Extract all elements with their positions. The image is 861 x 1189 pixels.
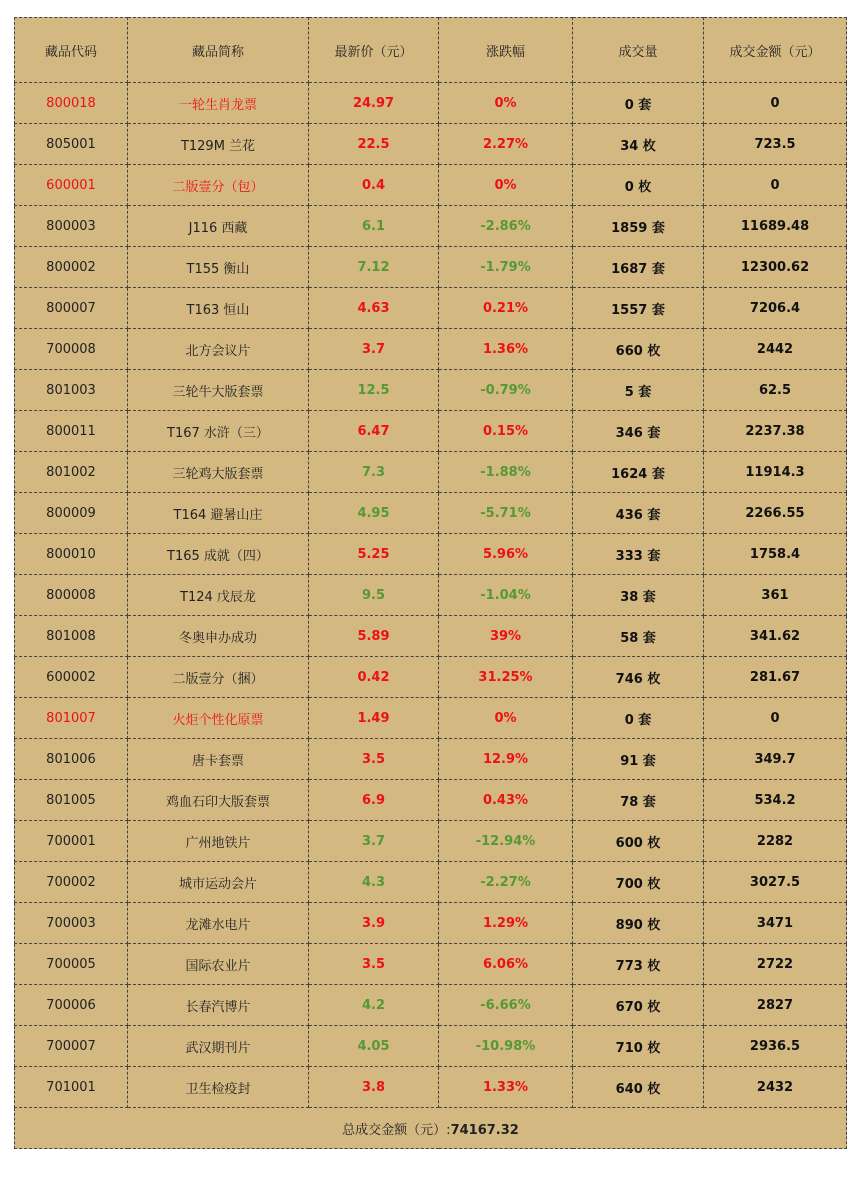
cell-name: 武汉期刊片 [128,1026,309,1067]
cell-code: 701001 [15,1067,128,1108]
table-row [15,288,847,329]
header-code: 藏品代码 [15,18,128,83]
cell-code: 801006 [15,739,128,780]
cell-name: 鸡血石印大版套票 [128,780,309,821]
cell-volume: 773 枚 [573,944,704,985]
cell-price: 6.9 [309,780,439,821]
cell-amount: 349.7 [704,739,847,780]
cell-name: T165 成就（四） [128,534,309,575]
cell-volume: 91 套 [573,739,704,780]
cell-name: 卫生检疫封 [128,1067,309,1108]
cell-volume: 746 枚 [573,657,704,698]
cell-change: 0% [439,83,573,124]
cell-code: 800007 [15,288,128,329]
cell-change: 1.29% [439,903,573,944]
cell-price: 4.05 [309,1026,439,1067]
cell-code: 800010 [15,534,128,575]
cell-name: T164 避暑山庄 [128,493,309,534]
cell-name: 二版壹分（捆） [128,657,309,698]
cell-change: 0.43% [439,780,573,821]
cell-change: 1.36% [439,329,573,370]
cell-name: 一轮生肖龙票 [128,83,309,124]
cell-volume: 0 枚 [573,165,704,206]
cell-price: 3.5 [309,739,439,780]
header-amount: 成交金额（元） [704,18,847,83]
header-volume: 成交量 [573,18,704,83]
table-row [15,657,847,698]
cell-change: -10.98% [439,1026,573,1067]
cell-amount: 341.62 [704,616,847,657]
cell-price: 0.42 [309,657,439,698]
cell-code: 700002 [15,862,128,903]
header-price: 最新价（元） [309,18,439,83]
cell-name: 三轮鸡大版套票 [128,452,309,493]
table-row [15,616,847,657]
cell-amount: 0 [704,698,847,739]
cell-amount: 11689.48 [704,206,847,247]
cell-volume: 333 套 [573,534,704,575]
table-row [15,165,847,206]
cell-name: 城市运动会片 [128,862,309,903]
cell-amount: 534.2 [704,780,847,821]
cell-change: 0.15% [439,411,573,452]
cell-code: 800011 [15,411,128,452]
cell-change: -1.79% [439,247,573,288]
cell-price: 5.25 [309,534,439,575]
cell-volume: 640 枚 [573,1067,704,1108]
cell-name: 龙滩水电片 [128,903,309,944]
cell-name: 火炬个性化原票 [128,698,309,739]
cell-code: 700007 [15,1026,128,1067]
cell-price: 22.5 [309,124,439,165]
cell-change: 2.27% [439,124,573,165]
cell-amount: 2722 [704,944,847,985]
table-row [15,575,847,616]
table-row [15,862,847,903]
cell-code: 700008 [15,329,128,370]
cell-code: 800003 [15,206,128,247]
cell-code: 805001 [15,124,128,165]
cell-volume: 890 枚 [573,903,704,944]
cell-change: -2.86% [439,206,573,247]
cell-price: 12.5 [309,370,439,411]
cell-amount: 3471 [704,903,847,944]
cell-price: 3.8 [309,1067,439,1108]
cell-volume: 660 枚 [573,329,704,370]
market-table [14,17,847,1149]
cell-change: 31.25% [439,657,573,698]
table-row [15,411,847,452]
cell-price: 4.63 [309,288,439,329]
cell-amount: 0 [704,165,847,206]
cell-amount: 2432 [704,1067,847,1108]
cell-amount: 11914.3 [704,452,847,493]
cell-change: 6.06% [439,944,573,985]
cell-price: 4.95 [309,493,439,534]
footer-row [15,1108,847,1149]
table-row [15,698,847,739]
table-row [15,534,847,575]
cell-price: 4.2 [309,985,439,1026]
cell-change: 0% [439,698,573,739]
cell-volume: 5 套 [573,370,704,411]
cell-code: 700003 [15,903,128,944]
table-row [15,83,847,124]
cell-code: 600001 [15,165,128,206]
cell-name: 二版壹分（包） [128,165,309,206]
cell-change: 1.33% [439,1067,573,1108]
cell-price: 9.5 [309,575,439,616]
cell-name: 长春汽博片 [128,985,309,1026]
table-row [15,1067,847,1108]
cell-code: 700005 [15,944,128,985]
table-row [15,370,847,411]
cell-volume: 710 枚 [573,1026,704,1067]
market-table-container [14,17,846,1149]
cell-code: 801008 [15,616,128,657]
cell-price: 24.97 [309,83,439,124]
cell-price: 7.3 [309,452,439,493]
cell-price: 3.7 [309,329,439,370]
cell-change: 12.9% [439,739,573,780]
cell-change: 5.96% [439,534,573,575]
cell-change: -12.94% [439,821,573,862]
cell-amount: 2442 [704,329,847,370]
cell-change: 0% [439,165,573,206]
cell-amount: 2237.38 [704,411,847,452]
table-row [15,985,847,1026]
cell-volume: 600 枚 [573,821,704,862]
cell-amount: 2282 [704,821,847,862]
cell-change: -0.79% [439,370,573,411]
table-row [15,903,847,944]
cell-amount: 0 [704,83,847,124]
cell-amount: 281.67 [704,657,847,698]
cell-volume: 1687 套 [573,247,704,288]
cell-name: J116 西藏 [128,206,309,247]
cell-volume: 1624 套 [573,452,704,493]
cell-name: T155 衡山 [128,247,309,288]
cell-name: 北方会议片 [128,329,309,370]
table-row [15,124,847,165]
cell-code: 700001 [15,821,128,862]
cell-volume: 1859 套 [573,206,704,247]
cell-price: 1.49 [309,698,439,739]
cell-amount: 361 [704,575,847,616]
cell-amount: 723.5 [704,124,847,165]
cell-code: 800009 [15,493,128,534]
cell-price: 6.47 [309,411,439,452]
cell-volume: 0 套 [573,83,704,124]
cell-name: 唐卡套票 [128,739,309,780]
header-change: 涨跌幅 [439,18,573,83]
cell-amount: 1758.4 [704,534,847,575]
total-amount-cell [15,1108,847,1149]
table-row [15,739,847,780]
cell-change: 39% [439,616,573,657]
total-amount-value: 74167.32 [450,1122,519,1138]
cell-code: 800002 [15,247,128,288]
cell-price: 7.12 [309,247,439,288]
cell-amount: 3027.5 [704,862,847,903]
cell-volume: 436 套 [573,493,704,534]
table-row [15,821,847,862]
table-row [15,247,847,288]
total-amount-label: 总成交金额（元）: [342,1122,451,1138]
cell-name: T163 恒山 [128,288,309,329]
cell-name: 冬奥申办成功 [128,616,309,657]
header-name: 藏品简称 [128,18,309,83]
cell-volume: 1557 套 [573,288,704,329]
cell-price: 3.9 [309,903,439,944]
cell-amount: 2827 [704,985,847,1026]
cell-amount: 12300.62 [704,247,847,288]
cell-code: 600002 [15,657,128,698]
cell-volume: 670 枚 [573,985,704,1026]
cell-change: -5.71% [439,493,573,534]
table-body [15,83,847,1108]
cell-change: -1.88% [439,452,573,493]
cell-name: T124 戊辰龙 [128,575,309,616]
cell-code: 801002 [15,452,128,493]
cell-volume: 700 枚 [573,862,704,903]
cell-amount: 2936.5 [704,1026,847,1067]
cell-code: 801005 [15,780,128,821]
table-row [15,452,847,493]
table-row [15,206,847,247]
cell-volume: 0 套 [573,698,704,739]
table-row [15,944,847,985]
cell-price: 6.1 [309,206,439,247]
cell-price: 0.4 [309,165,439,206]
cell-code: 700006 [15,985,128,1026]
table-row [15,493,847,534]
cell-code: 801003 [15,370,128,411]
table-row [15,780,847,821]
cell-amount: 7206.4 [704,288,847,329]
cell-amount: 62.5 [704,370,847,411]
cell-name: T167 水浒（三） [128,411,309,452]
cell-volume: 78 套 [573,780,704,821]
cell-volume: 346 套 [573,411,704,452]
cell-volume: 38 套 [573,575,704,616]
cell-code: 800008 [15,575,128,616]
cell-amount: 2266.55 [704,493,847,534]
cell-change: -2.27% [439,862,573,903]
cell-volume: 34 枚 [573,124,704,165]
cell-code: 800018 [15,83,128,124]
table-row [15,1026,847,1067]
cell-price: 3.5 [309,944,439,985]
cell-name: T129M 兰花 [128,124,309,165]
cell-change: -6.66% [439,985,573,1026]
cell-name: 三轮牛大版套票 [128,370,309,411]
table-row [15,329,847,370]
cell-name: 国际农业片 [128,944,309,985]
table-header-row [15,18,847,83]
cell-name: 广州地铁片 [128,821,309,862]
cell-code: 801007 [15,698,128,739]
cell-price: 4.3 [309,862,439,903]
cell-price: 5.89 [309,616,439,657]
cell-change: 0.21% [439,288,573,329]
cell-change: -1.04% [439,575,573,616]
cell-volume: 58 套 [573,616,704,657]
cell-price: 3.7 [309,821,439,862]
